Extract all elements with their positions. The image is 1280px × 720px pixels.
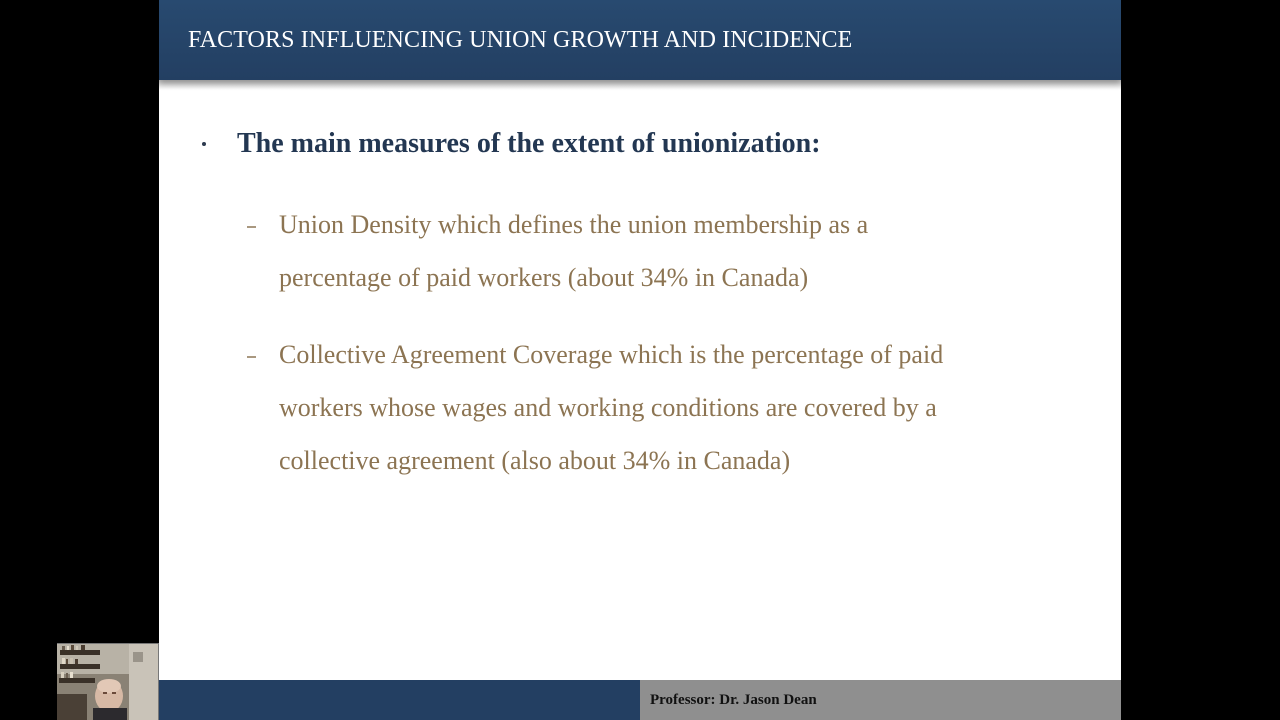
dash-bullet-icon — [247, 356, 256, 358]
sub-bullet-line: Union Density which defines the union membership as a — [279, 210, 869, 239]
sub-bullet-line: Collective Agreement Coverage which is the percentage of paid — [279, 340, 944, 369]
professor-name: Professor: Dr. Jason Dean — [650, 692, 817, 708]
footer-right-bar — [640, 680, 1121, 720]
footer-left-bar — [159, 680, 640, 720]
sub-bullet-line: collective agreement (also about 34% in Canada) — [279, 446, 791, 475]
slide — [159, 0, 1121, 720]
webcam-image-icon — [57, 644, 158, 720]
presenter-webcam-thumbnail — [57, 643, 159, 720]
sub-bullet-line: workers whose wages and working conditions are covered by a — [279, 393, 937, 422]
sub-bullet-line: percentage of paid workers (about 34% in Canada) — [279, 263, 809, 292]
sub-bullet-text — [279, 198, 1059, 304]
bullet-dot-icon — [202, 142, 206, 146]
slide-title: FACTORS INFLUENCING UNION GROWTH AND INCIDENCE — [188, 27, 853, 53]
dash-bullet-icon — [247, 226, 256, 228]
title-bar — [159, 0, 1121, 80]
main-bullet-text: The main measures of the extent of unionization: — [237, 128, 821, 159]
sub-bullet-text — [279, 328, 1059, 487]
